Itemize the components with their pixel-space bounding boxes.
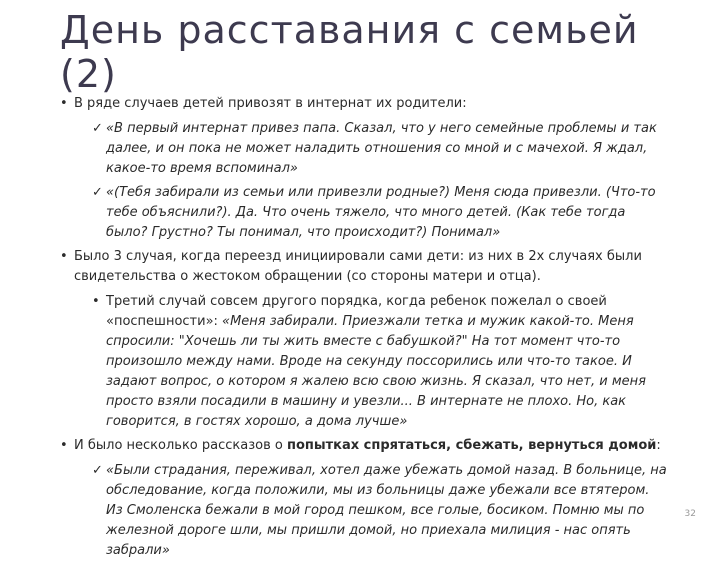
quote-item <box>92 119 670 179</box>
bullet-item <box>60 436 670 456</box>
bullet-text: В ряде случаев детей привозят в интернат их родители: <box>74 96 467 111</box>
bullet-emphasis: попытках спрятаться, сбежать, вернуться домой <box>286 438 657 453</box>
bullet-item <box>60 247 670 287</box>
checkmark-icon: ✓ <box>92 121 103 136</box>
bullet-text-end: : <box>656 438 661 453</box>
sub-bullet-item <box>92 292 670 432</box>
sub-bullet-quote: «Меня забирали. Приезжали тетка и мужик какой-то. Меня спросили: "Хочешь ли ты жить вместе с бабушкой?" На тот момент что-то произошло между нами. Вроде на секунду поссорились или что-то такое. И задают вопрос, о котором я жалею всю свою жизнь. Я сказал, что нет, и меня просто взяли посадили в машину и увезли... В интернате не плохо. Но, как говорится, в гостях хорошо, а дома лучше» <box>106 314 646 429</box>
bullet-dot-icon: • <box>60 96 68 111</box>
sub-bullet-text: Третий случай совсем другого порядка, когда ребенок пожелал о своей «поспешности»: <box>106 294 607 329</box>
bullet-text: Было 3 случая, когда переезд инициировали сами дети: из них в 2х случаях были свидетельства о жестоком обращении (со стороны матери и отца). <box>74 249 642 284</box>
bullet-dot-icon: • <box>60 249 68 264</box>
bullet-item <box>60 94 670 114</box>
slide-title: День расставания с семьей (2) <box>60 8 639 96</box>
checkmark-icon: ✓ <box>92 185 103 200</box>
slide-content <box>60 94 670 565</box>
bullet-dot-icon: • <box>92 294 100 309</box>
quote-item <box>92 461 670 561</box>
quote-text: «В первый интернат привез папа. Сказал, что у него семейные проблемы и так далее, и он пока не может наладить отношения со мной и с мачехой. Я ждал, какое-то время вспоминал» <box>106 121 657 176</box>
bullet-text: И было несколько рассказов о <box>74 438 287 453</box>
page-number: 32 <box>684 509 696 519</box>
quote-text: «Были страдания, переживал, хотел даже убежать домой назад. В больнице, на обследование, когда положили, мы из больницы даже убежали все втятером. Из Смоленска бежали в мой город пешком, все голые, босиком. Помню мы по железной дороге шли, мы пришли домой, но приехала милиция - нас опять забрали» <box>106 463 667 558</box>
bullet-dot-icon: • <box>60 438 68 453</box>
checkmark-icon: ✓ <box>92 463 103 478</box>
quote-text: «(Тебя забирали из семьи или привезли родные?) Меня сюда привезли. (Что-то тебе объяснили?). Да. Что очень тяжело, что много детей. (Как тебе тогда было? Грустно? Ты понимал, что происходит?) Понимал» <box>106 185 656 240</box>
quote-item <box>92 183 670 243</box>
